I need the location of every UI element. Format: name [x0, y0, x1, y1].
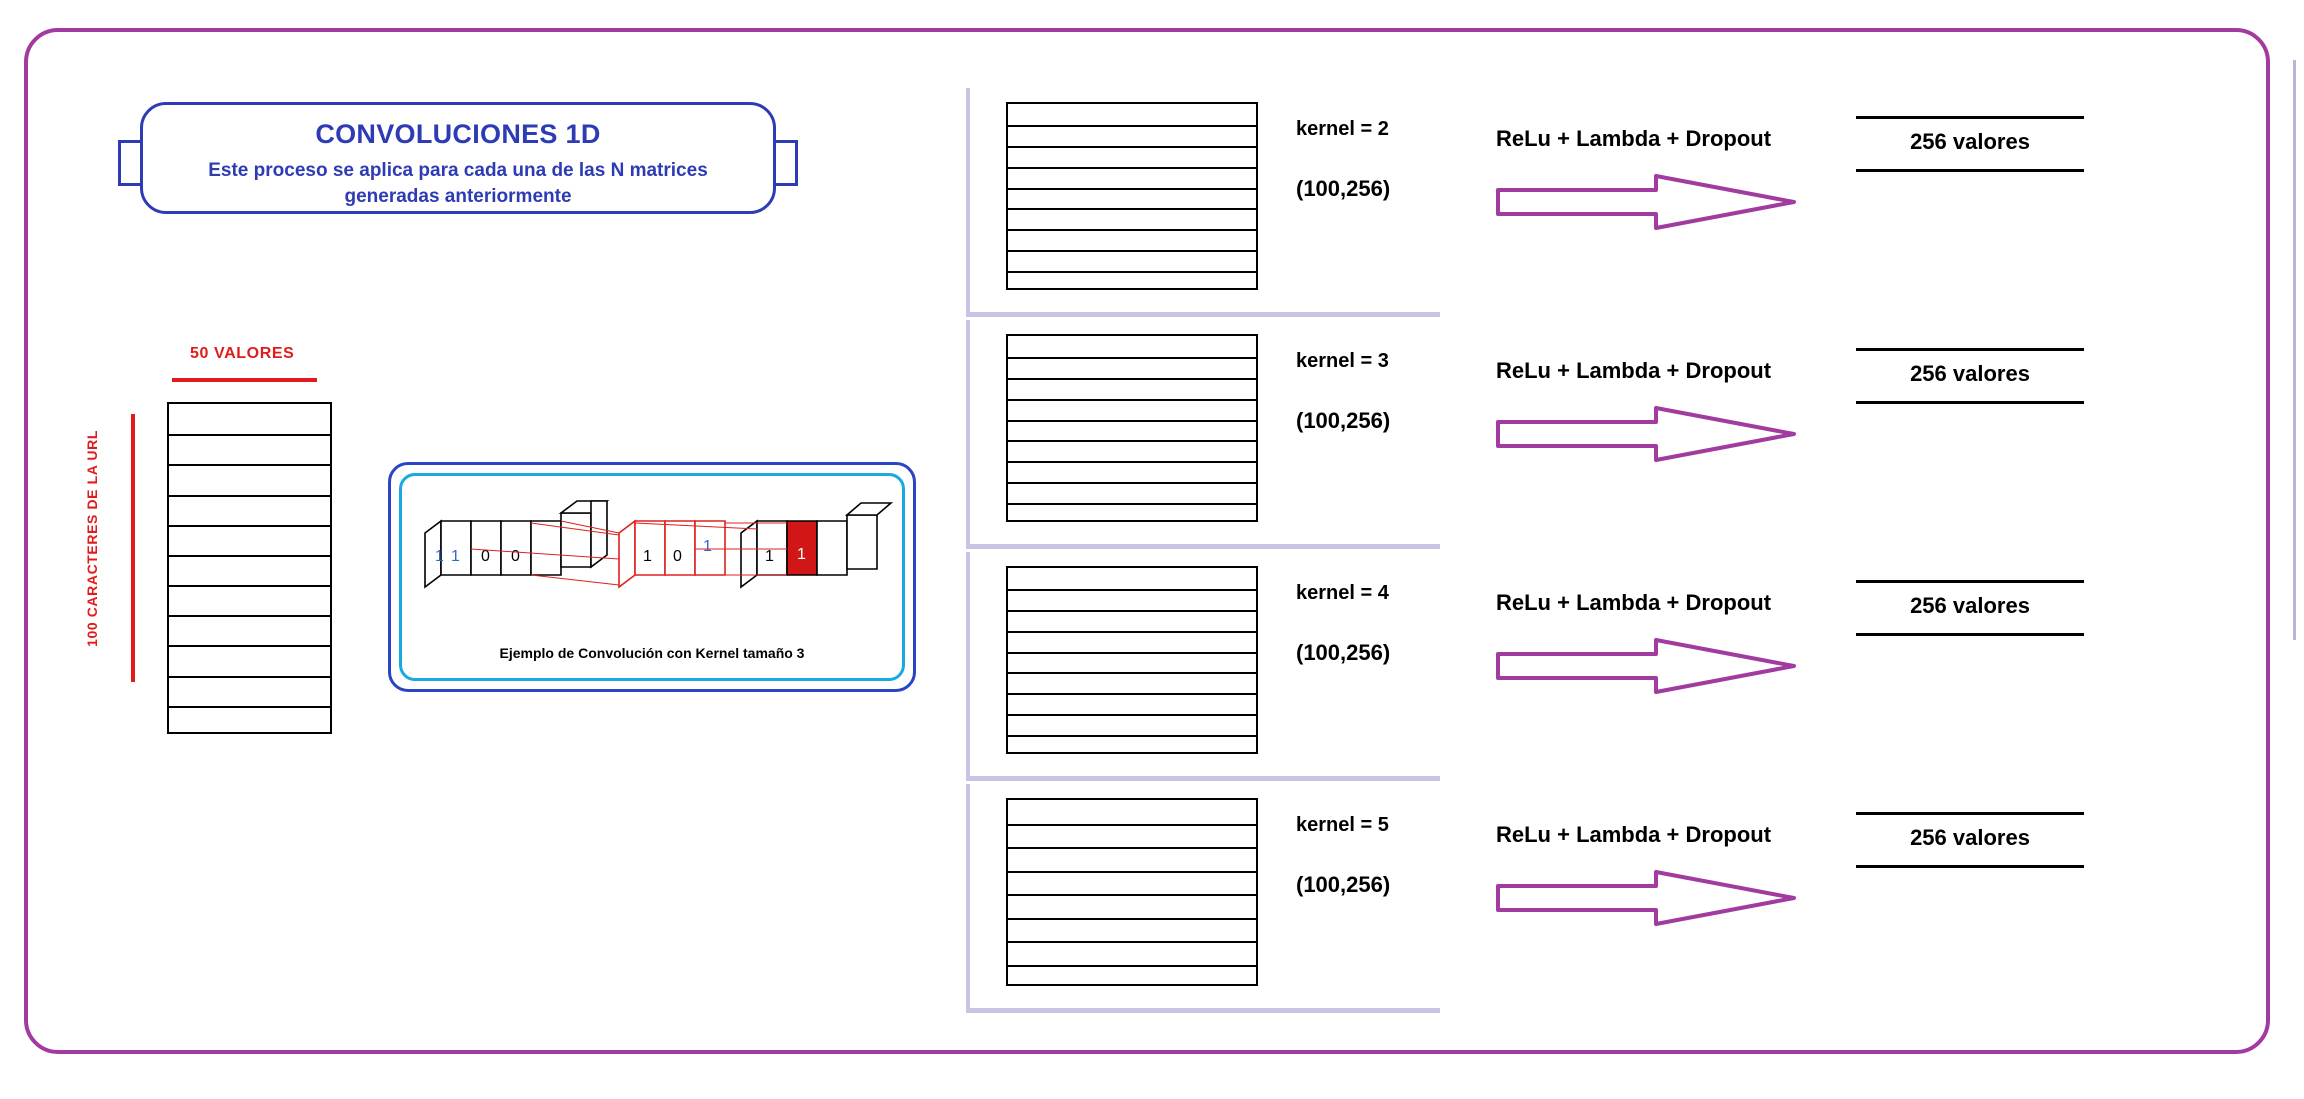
- output-shape-label: (100,256): [1296, 408, 1391, 433]
- output-box-bottom-rule: [1856, 633, 2084, 636]
- input-columns-rule: [172, 378, 317, 382]
- row-bracket-horizontal: [966, 1008, 1440, 1013]
- flow-arrow-icon: [1496, 406, 1796, 462]
- matrix-row-line: [169, 464, 330, 466]
- right-edge-rule: [2293, 60, 2296, 640]
- flow-arrow-icon: [1496, 638, 1796, 694]
- feature-map-line: [1008, 652, 1256, 654]
- matrix-row-line: [169, 434, 330, 436]
- row-bracket-horizontal: [966, 776, 1440, 781]
- feature-map-line: [1008, 693, 1256, 695]
- output-box-bottom-rule: [1856, 169, 2084, 172]
- operations-label: ReLu + Lambda + Dropout: [1496, 126, 1772, 151]
- output-values-box: [1856, 580, 2084, 636]
- kernel-size-label: kernel = 5: [1296, 814, 1389, 836]
- output-box-top-rule: [1856, 116, 2084, 119]
- kernel-size-label: kernel = 3: [1296, 350, 1389, 372]
- feature-map-line: [1008, 672, 1256, 674]
- operations-label: ReLu + Lambda + Dropout: [1496, 822, 1772, 847]
- output-values-label: 256 valores: [1910, 825, 2030, 850]
- feature-map-line: [1008, 714, 1256, 716]
- matrix-row-line: [169, 525, 330, 527]
- feature-map-line: [1008, 461, 1256, 463]
- matrix-row-line: [169, 706, 330, 708]
- feature-map-line: [1008, 125, 1256, 127]
- matrix-row-line: [169, 555, 330, 557]
- feature-map-line: [1008, 188, 1256, 190]
- operations-label: ReLu + Lambda + Dropout: [1496, 358, 1772, 383]
- input-matrix: [167, 402, 332, 734]
- output-values-label: 256 valores: [1910, 593, 2030, 618]
- feature-map-line: [1008, 208, 1256, 210]
- title-banner: [118, 102, 798, 214]
- matrix-row-line: [169, 495, 330, 497]
- flow-arrow-icon: [1496, 870, 1796, 926]
- row-bracket-vertical: [966, 320, 970, 544]
- feature-map-line: [1008, 420, 1256, 422]
- flow-arrow-icon: [1496, 174, 1796, 230]
- output-shape-label: (100,256): [1296, 640, 1391, 665]
- kernel-example-illustration: [413, 489, 893, 629]
- output-box-bottom-rule: [1856, 401, 2084, 404]
- output-box-top-rule: [1856, 580, 2084, 583]
- feature-map-line: [1008, 610, 1256, 612]
- output-values-label: 256 valores: [1910, 129, 2030, 154]
- page-subtitle: Este proceso se aplica para cada una de las N matrices generadas anteriormente: [208, 160, 708, 207]
- svg-text:0: 0: [481, 548, 490, 565]
- feature-map-line: [1008, 894, 1256, 896]
- kernel-example-box: [388, 462, 916, 692]
- feature-map-line: [1008, 167, 1256, 169]
- input-rows-label: 100 CARACTERES DE LA URL: [84, 430, 100, 647]
- svg-text:0: 0: [673, 548, 682, 565]
- feature-map-line: [1008, 271, 1256, 273]
- feature-map-line: [1008, 399, 1256, 401]
- input-rows-rule: [131, 414, 135, 682]
- feature-map-line: [1008, 440, 1256, 442]
- row-bracket-vertical: [966, 552, 970, 776]
- svg-text:0: 0: [511, 548, 520, 565]
- feature-map-line: [1008, 941, 1256, 943]
- feature-map-line: [1008, 503, 1256, 505]
- feature-map-stack: [1006, 566, 1258, 754]
- feature-map-line: [1008, 965, 1256, 967]
- svg-text:1: 1: [451, 548, 460, 565]
- input-columns-label: 50 VALORES: [190, 345, 295, 362]
- feature-map-line: [1008, 918, 1256, 920]
- feature-map-stack: [1006, 798, 1258, 986]
- feature-map-stack: [1006, 102, 1258, 290]
- feature-map-line: [1008, 482, 1256, 484]
- kernel-size-label: kernel = 2: [1296, 118, 1389, 140]
- output-box-bottom-rule: [1856, 865, 2084, 868]
- feature-map-line: [1008, 357, 1256, 359]
- output-box-top-rule: [1856, 812, 2084, 815]
- kernel-example-caption: Ejemplo de Convolución con Kernel tamaño 3: [499, 645, 805, 661]
- banner-body: [140, 102, 776, 214]
- operations-label: ReLu + Lambda + Dropout: [1496, 590, 1772, 615]
- output-values-label: 256 valores: [1910, 361, 2030, 386]
- output-values-box: [1856, 348, 2084, 404]
- matrix-row-line: [169, 676, 330, 678]
- svg-text:1: 1: [703, 538, 712, 555]
- matrix-row-line: [169, 585, 330, 587]
- output-shape-label: (100,256): [1296, 176, 1391, 201]
- svg-text:1: 1: [797, 546, 806, 563]
- matrix-row-line: [169, 645, 330, 647]
- output-values-box: [1856, 812, 2084, 868]
- output-shape-label: (100,256): [1296, 872, 1391, 897]
- page-title: CONVOLUCIONES 1D: [315, 119, 601, 149]
- output-values-box: [1856, 116, 2084, 172]
- feature-map-line: [1008, 871, 1256, 873]
- feature-map-line: [1008, 250, 1256, 252]
- svg-text:1: 1: [643, 548, 652, 565]
- kernel-size-label: kernel = 4: [1296, 582, 1389, 604]
- feature-map-line: [1008, 847, 1256, 849]
- feature-map-stack: [1006, 334, 1258, 522]
- svg-text:1: 1: [435, 548, 444, 565]
- feature-map-line: [1008, 631, 1256, 633]
- feature-map-line: [1008, 146, 1256, 148]
- feature-map-line: [1008, 229, 1256, 231]
- output-box-top-rule: [1856, 348, 2084, 351]
- feature-map-line: [1008, 735, 1256, 737]
- row-bracket-horizontal: [966, 312, 1440, 317]
- feature-map-line: [1008, 589, 1256, 591]
- row-bracket-vertical: [966, 784, 970, 1008]
- row-bracket-vertical: [966, 88, 970, 312]
- row-bracket-horizontal: [966, 544, 1440, 549]
- feature-map-line: [1008, 378, 1256, 380]
- feature-map-line: [1008, 824, 1256, 826]
- svg-text:1: 1: [765, 548, 774, 565]
- matrix-row-line: [169, 615, 330, 617]
